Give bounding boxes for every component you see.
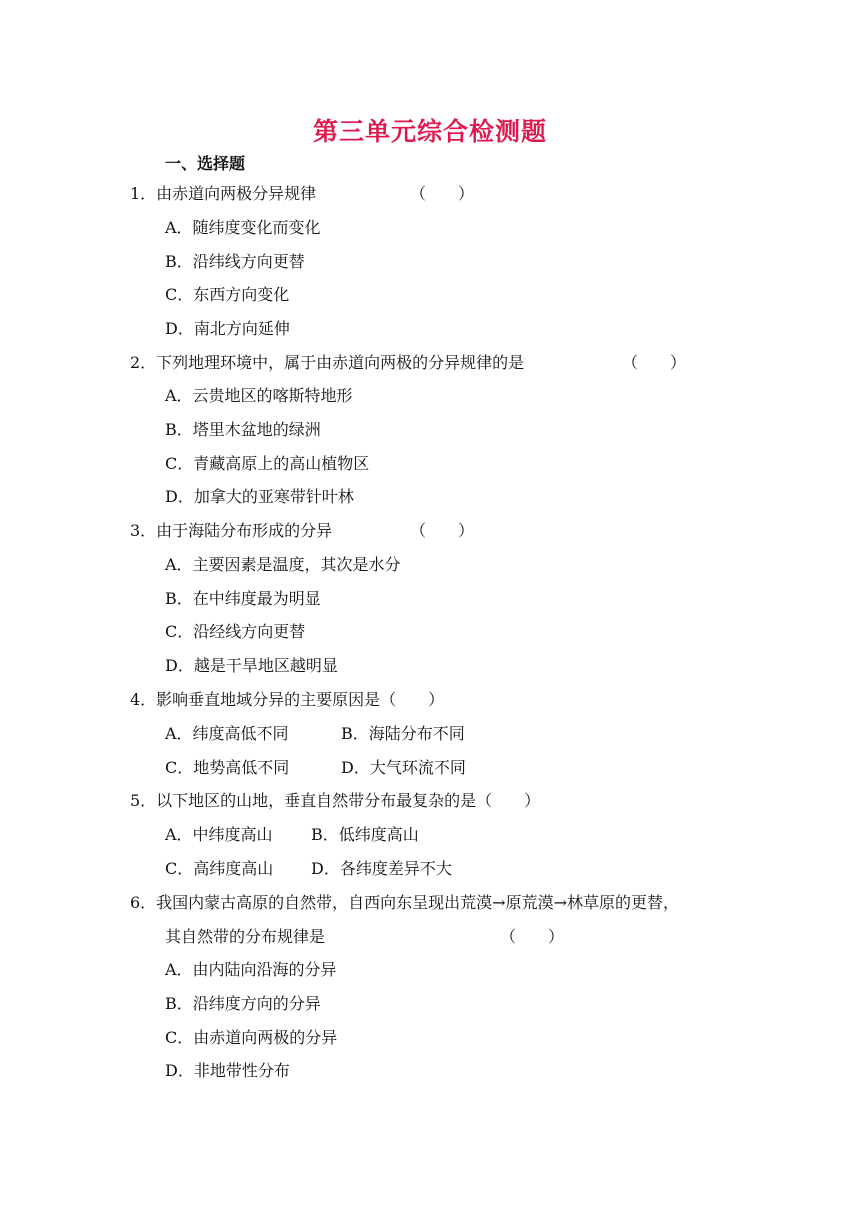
question-5-option-b: B．低纬度高山 (311, 825, 419, 844)
question-4-option-c: C．地势高低不同 (165, 758, 290, 777)
question-1-option-b: B．沿纬线方向更替 (165, 252, 305, 271)
question-5-option-d: D．各纬度差异不大 (311, 859, 452, 878)
question-6-stem: 6．我国内蒙古高原的自然带，自西向东呈现出荒漠→原荒漠→林草原的更替， (130, 893, 679, 912)
question-5-stem: 5．以下地区的山地，垂直自然带分布最复杂的是（ ） (130, 791, 541, 810)
question-5-option-c: C．高纬度高山 (165, 859, 274, 878)
question-2-answer-blank: （ ） (622, 353, 687, 372)
question-6-option-a: A．由内陆向沿海的分异 (165, 960, 337, 979)
question-2-stem: 2．下列地理环境中，属于由赤道向两极的分异规律的是 (130, 353, 525, 372)
question-6-answer-blank: （ ） (500, 927, 565, 946)
question-3-stem: 3．由于海陆分布形成的分异 (130, 521, 333, 540)
question-6-stem-continued: 其自然带的分布规律是 (165, 927, 326, 946)
question-1-option-d: D．南北方向延伸 (165, 319, 290, 338)
question-2-option-a: A．云贵地区的喀斯特地形 (165, 386, 353, 405)
question-6-option-b: B．沿纬度方向的分异 (165, 994, 321, 1013)
question-1-stem: 1．由赤道向两极分异规律 (130, 184, 317, 203)
question-4-stem: 4．影响垂直地域分异的主要原因是（ ） (130, 690, 445, 709)
question-6-option-c: C．由赤道向两极的分异 (165, 1028, 338, 1047)
question-6-option-d: D．非地带性分布 (165, 1061, 290, 1080)
question-3-option-c: C．沿经线方向更替 (165, 622, 306, 641)
question-3-option-a: A．主要因素是温度，其次是水分 (165, 555, 401, 574)
question-4-option-b: B．海陆分布不同 (341, 724, 465, 743)
question-4-option-d: D．大气环流不同 (341, 758, 466, 777)
question-4-option-a: A．纬度高低不同 (165, 724, 289, 743)
question-5-option-a: A．中纬度高山 (165, 825, 273, 844)
question-3-option-b: B．在中纬度最为明显 (165, 589, 321, 608)
question-3-option-d: D．越是干旱地区越明显 (165, 656, 338, 675)
question-2-option-d: D．加拿大的亚寒带针叶林 (165, 487, 354, 506)
document-title: 第三单元综合检测题 (312, 117, 547, 146)
section-heading: 一、选择题 (165, 154, 246, 173)
question-2-option-b: B．塔里木盆地的绿洲 (165, 420, 321, 439)
question-2-option-c: C．青藏高原上的高山植物区 (165, 454, 370, 473)
question-1-answer-blank: （ ） (410, 184, 475, 203)
question-1-option-c: C．东西方向变化 (165, 285, 290, 304)
question-1-option-a: A．随纬度变化而变化 (165, 218, 321, 237)
question-3-answer-blank: （ ） (410, 521, 475, 540)
